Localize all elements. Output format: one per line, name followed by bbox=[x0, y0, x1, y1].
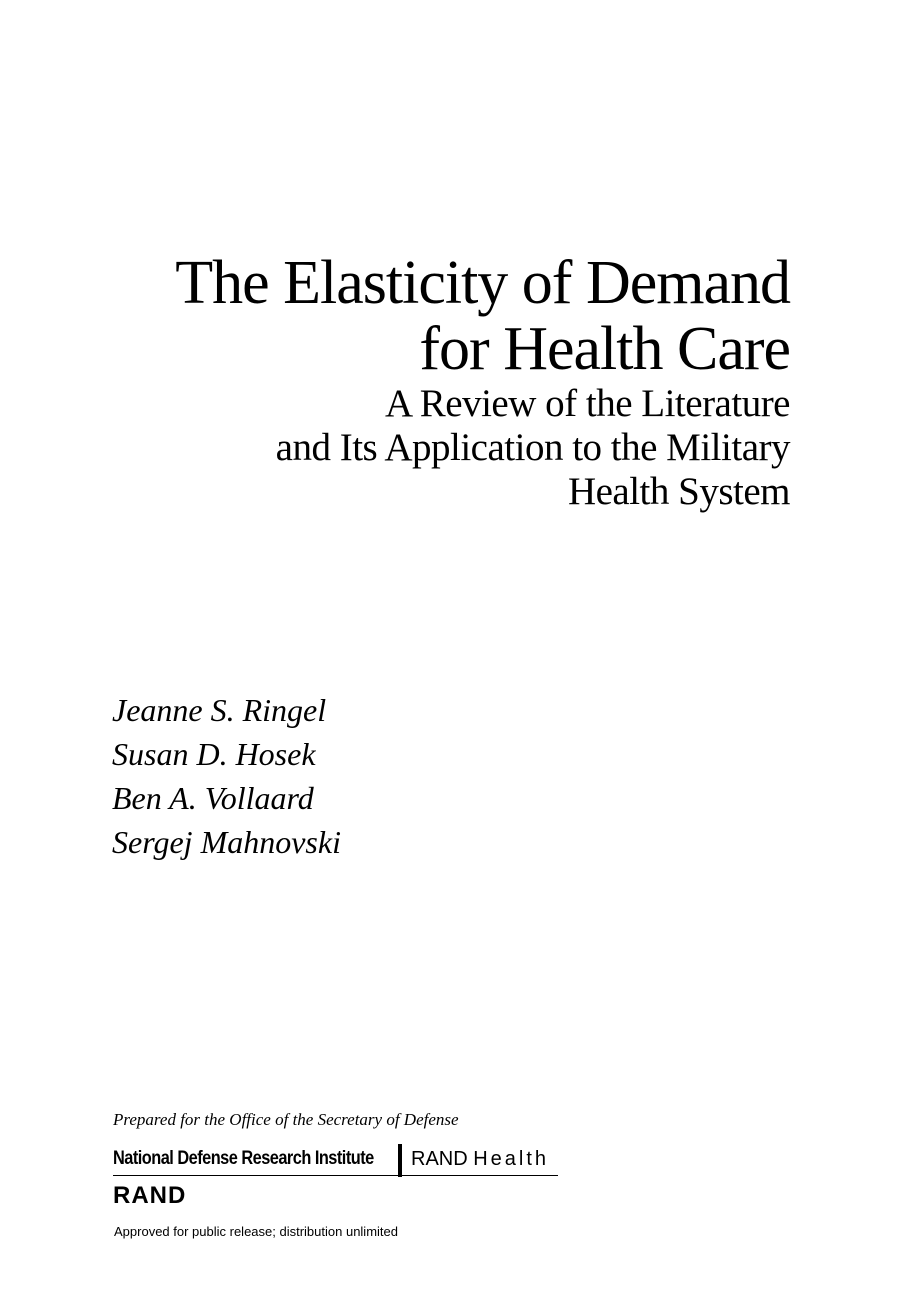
author-name: Susan D. Hosek bbox=[112, 736, 316, 772]
subtitle-line-3: Health System bbox=[567, 470, 790, 513]
rand-wordmark: RAND bbox=[113, 1182, 187, 1209]
logo-divider bbox=[398, 1144, 402, 1177]
report-subtitle bbox=[90, 382, 790, 514]
subtitle-line-1: A Review of the Literature bbox=[384, 382, 790, 425]
ndri-logo-text: National Defense Research Institute bbox=[113, 1148, 374, 1169]
rand-health-suffix: Health bbox=[473, 1148, 550, 1170]
author-name: Ben A. Vollaard bbox=[112, 780, 314, 816]
publisher-logo-row bbox=[113, 1144, 558, 1176]
report-title bbox=[90, 250, 790, 382]
rand-health-prefix: RAND bbox=[411, 1148, 468, 1170]
rand-health-logo bbox=[411, 1148, 549, 1171]
author-list bbox=[112, 688, 512, 864]
subtitle-line-2: and Its Application to the Military bbox=[275, 426, 790, 469]
title-line-2: for Health Care bbox=[419, 315, 790, 383]
title-line-1: The Elasticity of Demand bbox=[175, 249, 790, 317]
release-statement: Approved for public release; distribution unlimited bbox=[114, 1224, 398, 1239]
author-name: Jeanne S. Ringel bbox=[112, 692, 327, 728]
prepared-for-note: Prepared for the Office of the Secretary of Defense bbox=[113, 1110, 459, 1129]
author-name: Sergej Mahnovski bbox=[112, 824, 341, 860]
